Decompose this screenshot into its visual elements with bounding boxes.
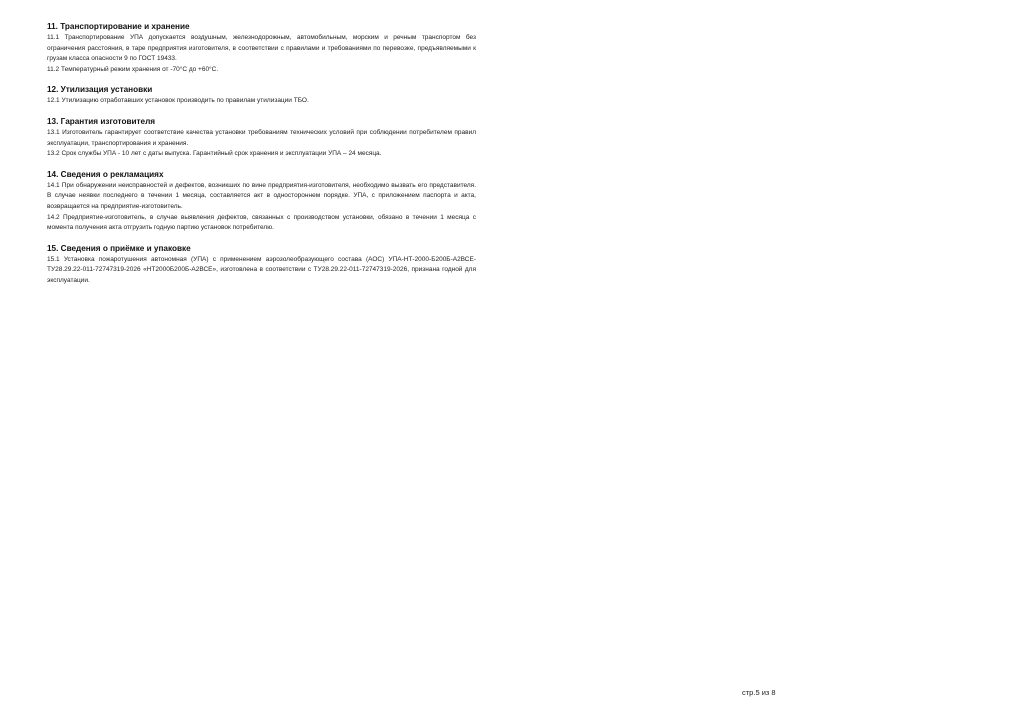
paragraph: 14.1 При обнаружении неисправностей и дефектов, возникших по вине предприятия-изготовителя, необходимо вызвать его представителя. В случае неявки последнего в течении 1 месяца, составляется акт в одностороннем порядке. УПА, с приложением паспорта и акта, возвращается на предприятие-изготовитель. xyxy=(47,181,476,210)
section-warranty xyxy=(47,117,476,160)
paragraph: 12.1 Утилизацию отработавших установок производить по правилам утилизации ТБО. xyxy=(47,97,309,105)
paragraph: 13.2 Срок службы УПА - 10 лет с даты выпуска. Гарантийный срок хранения и эксплуатации УПА – 24 месяца. xyxy=(47,150,382,158)
paragraph: 14.2 Предприятие-изготовитель, в случае выявления дефектов, связанных с производством установки, обязано в течении 1 месяца с момента получения акта отгрузить годную партию установок потребителю. xyxy=(47,213,476,232)
section-title: 13. Гарантия изготовителя xyxy=(47,116,156,126)
page-number: стр.5 из 8 xyxy=(742,688,776,697)
section-transport-storage xyxy=(47,22,476,75)
paragraph: 15.1 Установка пожаротушения автономная (УПА) с применением аэрозолеобразующего состава (АОС) УПА-НТ-2000-Б200Б-А2ВСЕ-ТУ28.29.22-011-72747319-2026 «НТ2000Б200Б-А2ВСЕ», изготовлена в соответствии с ТУ28.29.22-011-72747319-2026, признана годной для эксплуатации. xyxy=(47,255,476,284)
section-title: 14. Сведения о рекламациях xyxy=(47,169,164,179)
document-body xyxy=(47,22,476,297)
section-title: 15. Сведения о приёмке и упаковке xyxy=(47,243,191,253)
section-title: 12. Утилизация установки xyxy=(47,85,153,95)
section-disposal xyxy=(47,85,476,107)
paragraph: 13.1 Изготовитель гарантирует соответствие качества установки требованиям технических условий при соблюдении потребителем правил эксплуатации, транспортирования и хранения. xyxy=(47,128,476,147)
section-claims xyxy=(47,170,476,234)
section-title: 11. Транспортирование и хранение xyxy=(47,22,190,31)
paragraph: 11.2 Температурный режим хранения от -70°С до +60°С. xyxy=(47,65,219,73)
section-acceptance-packaging xyxy=(47,244,476,287)
paragraph: 11.1 Транспортирование УПА допускается воздушным, железнодорожным, автомобильным, морским и речным транспортом без ограничения расстояния, в таре предприятия изготовителя, в соответствии с правилами и требованиями по перевозке, предъявляемыми к грузам класса опасности 9 по ГОСТ 19433. xyxy=(47,34,476,63)
